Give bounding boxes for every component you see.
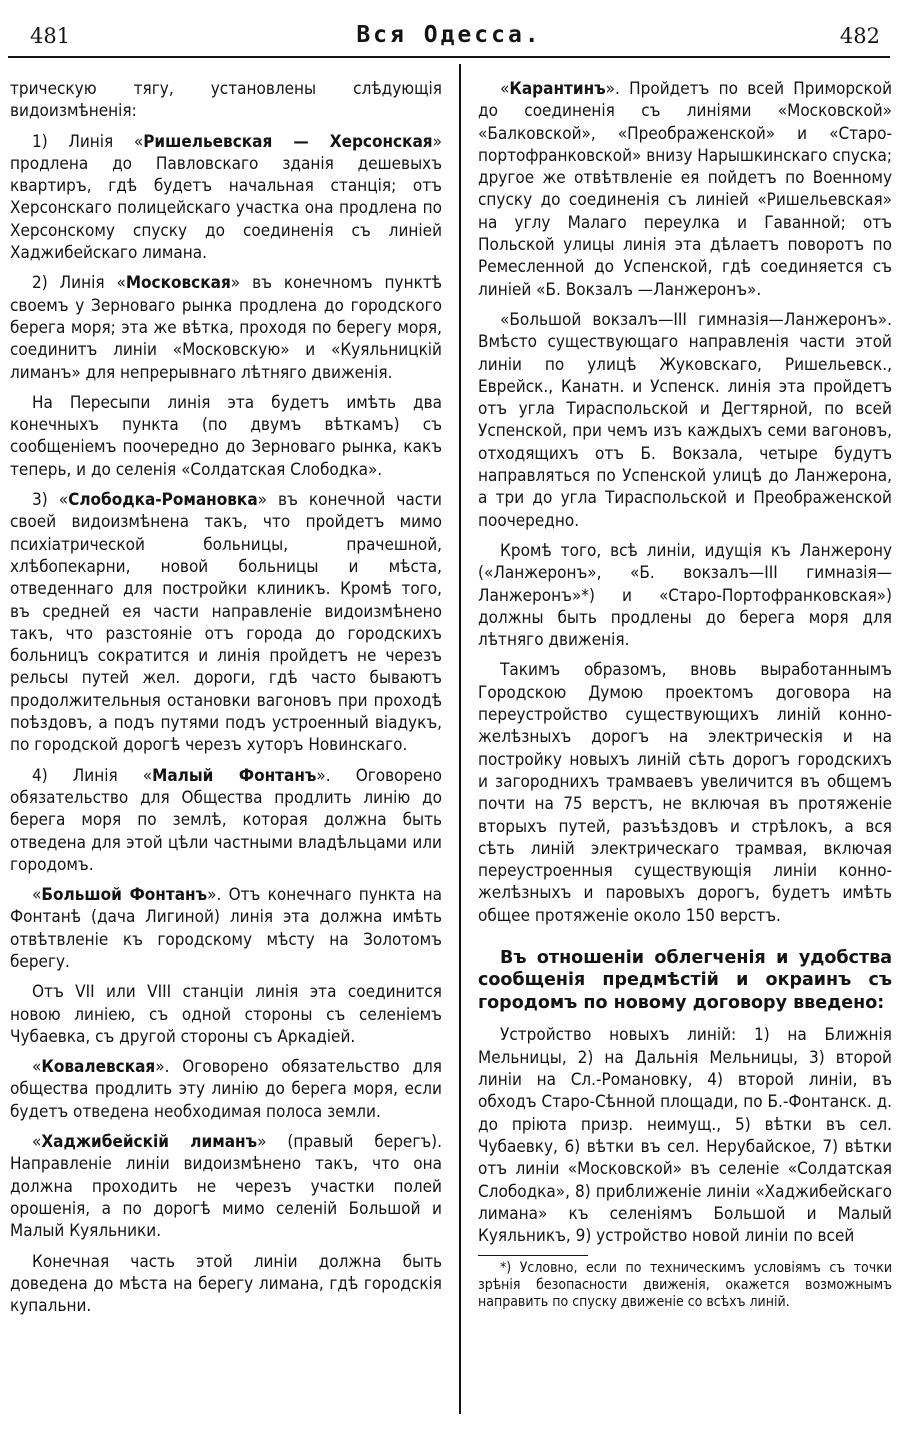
column-divider [459, 64, 461, 1414]
left-column [10, 78, 442, 1325]
line-name: Московская [125, 273, 231, 294]
paragraph: Кромѣ того, всѣ линіи, идущія къ Ланжерону («Ланжеронъ», «Б. вокзалъ—III гимназія—Ланжеронъ»*) и «Старо-Портофранковская») должны быть продлены до берега моря для лѣтняго движенія. [478, 540, 892, 651]
page-header [8, 18, 890, 58]
paragraph: 4) Линія «Малый Фонтанъ». Оговорено обязательство для Общества продлить линію до берега моря по землѣ, которая должна быть отведена для этой цѣли частными владѣльцами или городомъ. [10, 765, 442, 875]
paragraph: Отъ VII или VIII станціи линія эта соединится новою линіею, съ одной стороны съ селеніемъ Чубаевка, съ другой стороны съ Аркадіей. [10, 982, 442, 1047]
paragraph: «Ковалевская». Оговорено обязательство для общества продлить эту линію до берега моря, если будетъ отведена необходимая полоса земли. [10, 1057, 442, 1122]
paragraph: 3) «Слободка-Романовка» въ конечной части своей видоизмѣнена такъ, что пройдетъ мимо психіатрической больницы, прачешной, хлѣбопекарни, новой больницы и мѣста, отведеннаго для постройки клиникъ. Кромѣ того, въ средней ея части направленіе видоизмѣнено такъ, что разстояніе отъ города до городскихъ больницъ сократится и линія пройдетъ не черезъ рельсы путей жел. дороги, гдѣ часто бываютъ продолжительныя остановки вагоновъ при проходѣ поѣздовъ, а подъ путями подъ устроенный віадукъ, по городской дорогѣ черезъ хуторъ Новинскаго. [10, 490, 442, 756]
page-number-left: 481 [30, 24, 71, 48]
line-name: Ковалевская [41, 1057, 156, 1078]
line-name: Слободка-Романовка [68, 490, 258, 511]
footnote-rule [478, 1255, 588, 1256]
paragraph: 2) Линія «Московская» въ конечномъ пунктѣ своемъ у Зерноваго рынка продлена до городского берега моря; эта же вѣтка, проходя по берегу моря, соединитъ линіи «Московскую» и «Куяльницкій лиманъ» для непрерывнаго лѣтняго движенія. [10, 273, 442, 383]
right-column [478, 78, 892, 1319]
page-number-right: 482 [839, 24, 880, 48]
line-name: Ришельевская — Херсонская [143, 131, 433, 152]
footnote: *) Условно, если по техническимъ условіямъ съ точки зрѣнія безопасности движенія, окажется возможнымъ направить по спуску движеніе со всѣхъ линій. [478, 1260, 892, 1311]
paragraph: «Карантинъ». Пройдетъ по всей Приморской до соединенія съ линіями «Московской» «Балковской», «Преображенской» и «Старо-портофранковской» внизу Нарышкинскаго спуска; другое же отвѣтвленіе ея пойдетъ по Военному спуску до соединенія съ линіей «Ришельевская» на углу Малаго переулка и Гаванной; отъ Польской улицы линія эта дѣлаетъ поворотъ по Ремесленной до Успенской, гдѣ соединяется съ линіей «Б. Вокзалъ —Ланжеронъ». [478, 79, 892, 300]
line-name: Карантинъ [509, 79, 606, 99]
section-heading: Въ отношеніи облегченія и удобства сообщенія предмѣстій и окраинъ съ городомъ по новому договору введено: [478, 947, 892, 1013]
paragraph: На Пересыпи линія эта будетъ имѣть два конечныхъ пункта (по двумъ вѣткамъ) съ сообщеніемъ поочередно до Зерноваго рынка, какъ теперь, и до селенія «Солдатская Слободка». [10, 392, 442, 480]
line-name: Хаджибейскій лиманъ [41, 1132, 258, 1153]
running-title: Вся Одесса. [356, 22, 542, 48]
paragraph: Устройство новыхъ линій: 1) на Ближнія Мельницы, 2) на Дальнія Мельницы, 3) второй линіи на Сл.-Романовку, 4) второй линіи, въ обходъ Старо-Сѣнной площади, по Б.-Фонтанск. д. до пріюта призр. неимущ., 5) вѣтки въ сел. Чубаевку, 6) вѣтки въ сел. Нерубайское, 7) вѣтки отъ линіи «Московской» въ селеніе «Солдатская Слободка», 8) приближеніе линіи «Хаджибейскаго лимана» къ селеніямъ Большой и Малый Куяльникъ, 9) устройство новой линіи по всей [478, 1025, 892, 1247]
paragraph: «Хаджибейскій лиманъ» (правый берегъ). Направленіе линіи видоизмѣнено такъ, что она должна проходить не черезъ участки полей орошенія, а по дорогѣ мимо селеній Большой и Малый Куяльники. [10, 1132, 442, 1242]
paragraph: «Большой Фонтанъ». Отъ конечнаго пункта на Фонтанѣ (дача Лигиной) линія эта должна имѣть отвѣтвленіе къ городскому мѣсту на Золотомъ берегу. [10, 885, 442, 972]
paragraph: Такимъ образомъ, вновь выработаннымъ Городскою Думою проектомъ договора на переустройство существующихъ линій конно-желѣзныхъ дорогъ на электрическія и на постройку новыхъ линій сѣть дорогъ городскихъ и загороднихъ трамваевъ увеличится въ общемъ почти на 75 верстъ, не включая въ протяженіе вторыхъ путей, разъѣздовъ и стрѣлокъ, а вся сѣть линій электрическаго трамвая, включая переустроенныя существующія линіи конно-желѣзныхъ и паровыхъ дорогъ, будетъ имѣть общее протяженіе около 150 верстъ. [478, 660, 892, 926]
paragraph: «Большой вокзалъ—III гимназія—Ланжеронъ». Вмѣсто существующаго направленія части этой линіи по улицѣ Жуковскаго, Ришельевск., Еврейск., Канатн. и Успенск. линія эта пройдетъ отъ угла Тираспольской и Дегтярной, по всей Успенской, при чемъ изъ каждыхъ семи вагоновъ, отходящихъ отъ Б. Вокзала, четыре будутъ направляться по Успенской улицѣ до Ланжерона, а три до угла Тираспольской и Преображенской поочередно. [478, 309, 892, 531]
paragraph: Конечная часть этой линіи должна быть доведена до мѣста на берегу лимана, гдѣ городскія купальни. [10, 1251, 442, 1317]
paragraph: 1) Линія «Ришельевская — Херсонская» продлена до Павловскаго зданія дешевыхъ квартиръ, гдѣ будетъ начальная станція; отъ Херсонскаго полицейскаго участка она продлена по Херсонскому спуску до соединенія съ линіей Хаджибейскаго лимана. [10, 131, 442, 264]
line-name: Малый Фонтанъ [152, 765, 317, 786]
header-rule [8, 56, 890, 58]
paragraph: трическую тягу, установлены слѣдующія видоизмѣненія: [10, 79, 442, 122]
line-name: Большой Фонтанъ [41, 885, 208, 906]
